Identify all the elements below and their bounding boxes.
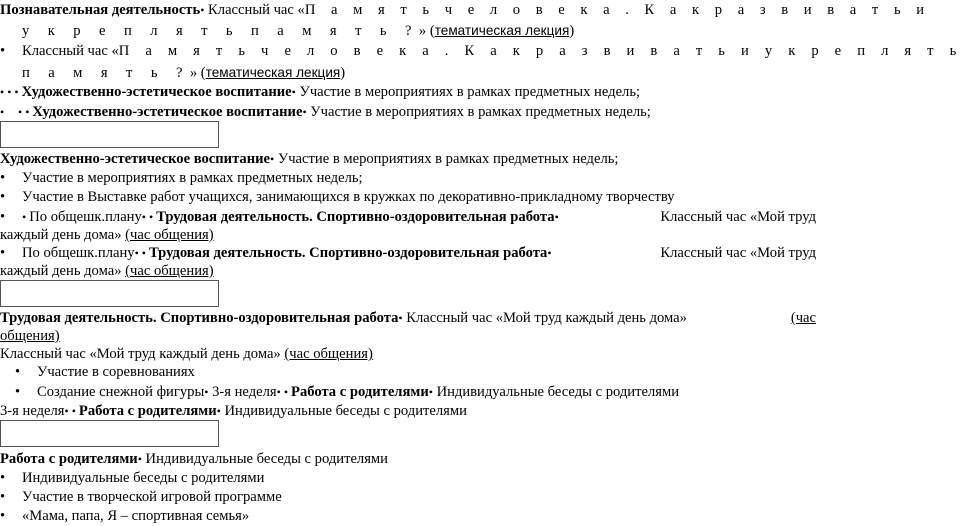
list-item	[0, 244, 816, 263]
spaced-text: п а м я т ь ?	[22, 65, 190, 81]
spaced-text: П а м я т ь ч е л о в е к а . К а к р а з в и в а т ь и у к р е п л я т ь	[118, 43, 962, 59]
list-item	[0, 488, 816, 507]
doc-text: » (	[418, 23, 435, 39]
bullet-icon: •	[0, 470, 6, 486]
bullet-icon: •	[270, 152, 275, 166]
doc-text: » (	[189, 65, 206, 81]
empty-text-box[interactable]	[0, 121, 219, 148]
doc-text: 3-я неделя	[0, 403, 65, 419]
heading-text: Художественно-эстетическое воспитание	[21, 84, 292, 100]
heading-text: Трудовая деятельность. Спортивно-оздоровительная работа	[156, 209, 555, 225]
link-text[interactable]: общения)	[0, 328, 60, 344]
link-text[interactable]: тематическая лекция	[205, 65, 341, 80]
doc-text: каждый день дома»	[0, 227, 126, 243]
doc-line	[0, 83, 816, 102]
heading-text: Художественно-эстетическое воспитание	[0, 151, 271, 167]
doc-text: )	[340, 65, 346, 81]
doc-text: По общешк.плану	[22, 245, 135, 261]
bullet-icon: •	[137, 452, 142, 466]
empty-text-box[interactable]	[0, 420, 219, 447]
doc-text: )	[569, 23, 575, 39]
doc-text: Участие в творческой игровой программе	[22, 489, 282, 505]
heading-text: Работа с родителями	[291, 384, 429, 400]
doc-text: Участие в мероприятиях в рамках предметных недель;	[274, 151, 619, 167]
doc-line	[0, 402, 816, 421]
bullet-icon: •	[138, 246, 149, 260]
doc-text: Классный час «	[204, 2, 305, 18]
doc-line	[0, 103, 816, 122]
bullet-icon: •	[145, 210, 157, 224]
bullet-icon: •	[280, 385, 292, 399]
doc-text: Индивидуальные беседы с родителями	[432, 384, 680, 400]
doc-line	[0, 450, 816, 469]
doc-text: Индивидуальные беседы с родителями	[220, 403, 467, 419]
bullet-icon: •	[0, 170, 6, 186]
list-item	[0, 208, 816, 227]
bullet-icon: •	[15, 364, 21, 380]
doc-text: Участие в мероприятиях в рамках предметных недель;	[22, 170, 363, 186]
spaced-text: у к р е п л я т ь п а м я т ь ?	[22, 23, 419, 39]
bullet-icon: •	[0, 43, 6, 59]
link-text[interactable]: (час	[790, 310, 816, 326]
doc-line	[0, 262, 816, 281]
bullet-icon: •	[204, 385, 209, 399]
bullet-icon: •	[302, 105, 307, 119]
doc-line	[0, 309, 816, 328]
doc-text: каждый день дома»	[0, 263, 126, 279]
bullet-icon: •	[291, 85, 296, 99]
list-item	[0, 469, 816, 488]
bullet-icon: • • •	[0, 85, 22, 99]
bullet-icon: •	[68, 404, 79, 418]
bullet-icon: •	[216, 404, 221, 418]
bullet-icon: •	[398, 311, 403, 325]
heading-text: Трудовая деятельность. Спортивно-оздоровительная работа	[148, 245, 548, 261]
bullet-icon: •	[0, 508, 6, 524]
doc-text: Индивидуальные беседы с родителями	[22, 470, 265, 486]
doc-text: Участие в Выставке работ учащихся, занимающихся в кружках по декоративно-прикладному творчеству	[22, 189, 675, 205]
list-item	[0, 169, 816, 188]
doc-line	[0, 226, 816, 245]
doc-line	[0, 150, 816, 169]
list-item	[15, 383, 831, 402]
heading-text: Трудовая деятельность. Спортивно-оздоровительная работа	[0, 310, 399, 326]
bullet-icon: •	[0, 105, 5, 119]
heading-text: Работа с родителями	[78, 403, 217, 419]
doc-text: Индивидуальные беседы с родителями	[141, 451, 388, 467]
doc-line	[0, 42, 962, 61]
link-text[interactable]: (час общения)	[125, 263, 214, 279]
doc-text: Классный час «	[22, 43, 119, 59]
bullet-icon: •	[22, 210, 30, 224]
list-item	[15, 363, 831, 382]
heading-text: Художественно-эстетическое воспитание	[32, 104, 303, 120]
heading-text: Работа с родителями	[0, 451, 138, 467]
bullet-icon: •	[141, 210, 146, 224]
doc-text: Классный час «Мой труд каждый день дома»	[0, 346, 285, 362]
bullet-icon: •	[554, 210, 559, 224]
doc-line	[0, 327, 816, 346]
link-text[interactable]: тематическая лекция	[434, 23, 570, 38]
doc-text: Участие в мероприятиях в рамках предметных недель;	[306, 104, 651, 120]
doc-text: Участие в мероприятиях в рамках предметных недель;	[295, 84, 641, 100]
doc-line	[0, 1, 931, 20]
doc-text: Классный час «Мой труд каждый день дома»	[402, 310, 687, 326]
bullet-icon: •	[64, 404, 69, 418]
bullet-icon: •	[0, 489, 6, 505]
link-text[interactable]: (час общения)	[125, 227, 214, 243]
doc-text: 3-я неделя	[208, 384, 277, 400]
bullet-icon: •	[15, 384, 21, 400]
doc-text: Участие в соревнованиях	[37, 364, 195, 380]
spaced-text: П а м я т ь ч е л о в е к а . К а к р а з в и в а т ь и	[304, 2, 931, 18]
empty-text-box[interactable]	[0, 280, 219, 307]
bullet-icon: •	[428, 385, 433, 399]
link-text[interactable]: (час общения)	[284, 346, 373, 362]
doc-text: Создание снежной фигуры	[37, 384, 205, 400]
list-item	[0, 188, 816, 207]
doc-text: «Мама, папа, Я – спортивная семья»	[22, 508, 250, 524]
list-item	[0, 507, 816, 526]
bullet-icon: •	[134, 246, 139, 260]
doc-text: Классный час «Мой труд	[660, 245, 816, 261]
doc-line	[22, 63, 816, 83]
bullet-icon: •	[0, 209, 6, 225]
doc-text: По общешк.плану	[29, 209, 142, 225]
bullet-icon: •	[0, 245, 6, 261]
bullet-icon: • •	[18, 105, 33, 119]
doc-line	[0, 345, 816, 364]
doc-line	[22, 21, 816, 41]
doc-text: Классный час «Мой труд	[660, 209, 816, 225]
bullet-icon: •	[276, 385, 281, 399]
heading-text: Познавательная деятельность	[0, 2, 201, 18]
bullet-icon: •	[0, 189, 6, 205]
bullet-icon: •	[547, 246, 552, 260]
bullet-icon: •	[200, 3, 205, 17]
